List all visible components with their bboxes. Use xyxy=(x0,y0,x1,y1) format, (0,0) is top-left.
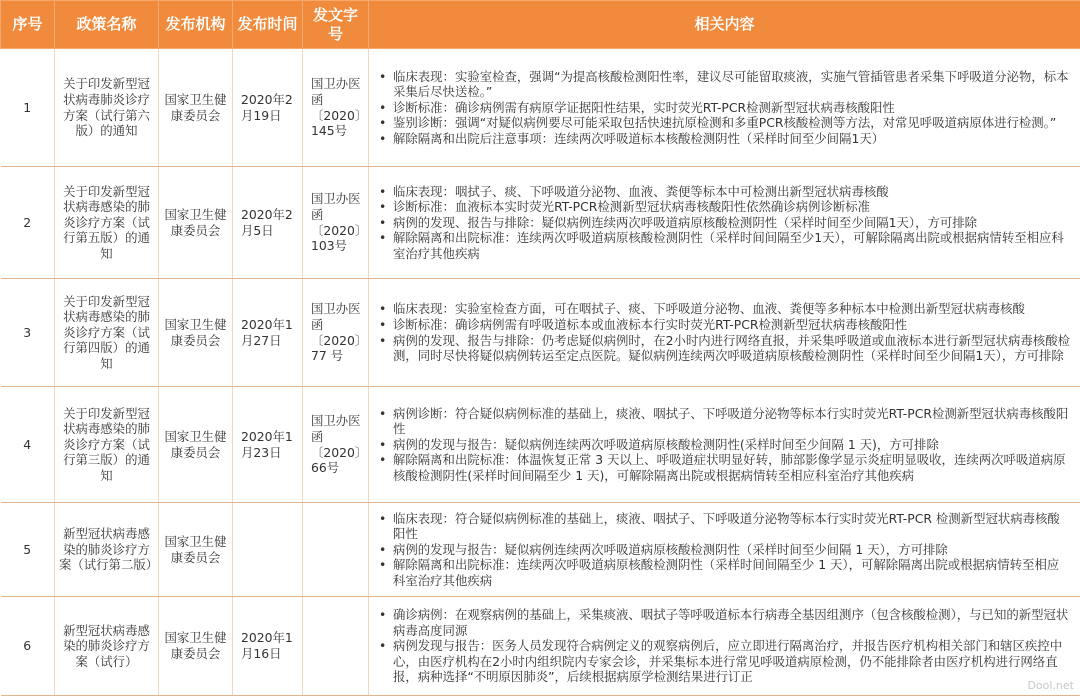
table-header-row xyxy=(1,1,1080,49)
related-content xyxy=(369,49,1080,167)
table-row xyxy=(1,597,1080,696)
list-item: • 临床表现：咽拭子、痰、下呼吸道分泌物、血液、粪便等标本中可检测出新型冠状病毒核酸 xyxy=(393,184,1071,200)
content-list xyxy=(375,184,1071,262)
publishing-org: 国家卫生健康委员会 xyxy=(159,597,233,696)
policy-name: 新型冠状病毒感染的肺炎诊疗方案（试行） xyxy=(55,597,159,696)
header-doc: 发文字号 xyxy=(303,1,369,49)
document-number xyxy=(303,597,369,696)
list-item: • 临床表现：实验室检查，强调“为提高核酸检测阳性率，建议尽可能留取痰液，实施气管插管患者采集下呼吸道分泌物，标本采集后尽快送检。” xyxy=(393,69,1071,100)
policy-name: 关于印发新型冠状病毒肺炎诊疗方案（试行第六版）的通知 xyxy=(55,49,159,167)
table-row xyxy=(1,167,1080,279)
row-number: 2 xyxy=(1,167,55,279)
content-list xyxy=(375,301,1071,363)
row-number: 6 xyxy=(1,597,55,696)
row-number: 1 xyxy=(1,49,55,167)
document-number: 国卫办医函〔2020〕103号 xyxy=(303,167,369,279)
list-item: • 病例的发现与报告：疑似病例连续两次呼吸道病原核酸检测阴性（采样时间至少间隔 1 天），方可排除 xyxy=(393,542,1071,558)
list-item: • 病例诊断：符合疑似病例标准的基础上，痰液、咽拭子、下呼吸道分泌物等标本行实时荧光RT-PCR检测新型冠状病毒核酸阳性 xyxy=(393,406,1071,437)
table-row xyxy=(1,279,1080,387)
publishing-org: 国家卫生健康委员会 xyxy=(159,49,233,167)
publishing-org: 国家卫生健康委员会 xyxy=(159,387,233,503)
table-row xyxy=(1,49,1080,167)
publishing-org: 国家卫生健康委员会 xyxy=(159,167,233,279)
publish-date: 2020年1月23日 xyxy=(233,387,303,503)
list-item: • 诊断标准：血液标本实时荧光RT-PCR检测新型冠状病毒核酸阳性依然确诊病例诊断标准 xyxy=(393,199,1071,215)
list-item: • 确诊病例：在观察病例的基础上，采集痰液、咽拭子等呼吸道标本行病毒全基因组测序（包含核酸检测），与已知的新型冠状病毒高度同源 xyxy=(393,607,1071,638)
content-list xyxy=(375,69,1071,147)
table-row xyxy=(1,387,1080,503)
header-name: 政策名称 xyxy=(55,1,159,49)
publishing-org: 国家卫生健康委员会 xyxy=(159,279,233,387)
list-item: • 临床表现：符合疑似病例标准的基础上，痰液、咽拭子、下呼吸道分泌物等标本行实时荧光RT-PCR 检测新型冠状病毒核酸阳性 xyxy=(393,511,1071,542)
list-item: • 临床表现：实验室检查方面，可在咽拭子、痰、下呼吸道分泌物、血液、粪便等多种标本中检测出新型冠状病毒核酸 xyxy=(393,301,1071,317)
content-list xyxy=(375,406,1071,484)
document-number: 国卫办医函〔2020〕145号 xyxy=(303,49,369,167)
publish-date: 2020年1月16日 xyxy=(233,597,303,696)
related-content xyxy=(369,167,1080,279)
policy-name: 新型冠状病毒感染的肺炎诊疗方案（试行第二版） xyxy=(55,503,159,597)
header-num: 序号 xyxy=(1,1,55,49)
list-item: • 病例发现与报告：医务人员发现符合病例定义的观察病例后，应立即进行隔离治疗，并报告医疗机构相关部门和辖区疾控中心，由医疗机构在2小时内组织院内专家会诊，并采集标本进行常见呼吸道病原检测，仍不能排除者由医疗机构进行网络直报，病种选择“不明原因肺炎”，后续根据病原学检测结果进行订正 xyxy=(393,638,1071,685)
watermark-text: Dool.net xyxy=(1027,679,1074,692)
publish-date: 2020年2月19日 xyxy=(233,49,303,167)
list-item: • 解除隔离和出院标准：体温恢复正常 3 天以上、呼吸道症状明显好转，肺部影像学显示炎症明显吸收，连续两次呼吸道病原核酸检测阴性(采样时间间隔至少 1 天)，可解除隔离出院或根据病情转至相应科室治疗其他疾病 xyxy=(393,452,1071,483)
list-item: • 病例的发现、报告与排除：仍考虑疑似病例时，在2小时内进行网络直报，并采集呼吸道或血液标本进行新型冠状病毒核酸检测，同时尽快将疑似病例转运至定点医院。疑似病例连续两次呼吸道病原核酸检测阴性（采样时间至少间隔1天），方可排除 xyxy=(393,333,1071,364)
list-item: • 病例的发现与报告：疑似病例连续两次呼吸道病原核酸检测阴性(采样时间至少间隔 1 天)，方可排除 xyxy=(393,437,1071,453)
content-list xyxy=(375,607,1071,685)
header-content: 相关内容 xyxy=(369,1,1080,49)
related-content xyxy=(369,279,1080,387)
publish-date: 2020年1月27日 xyxy=(233,279,303,387)
policy-name: 关于印发新型冠状病毒感染的肺炎诊疗方案（试行第五版）的通知 xyxy=(55,167,159,279)
policy-name: 关于印发新型冠状病毒感染的肺炎诊疗方案（试行第三版）的通知 xyxy=(55,387,159,503)
publish-date xyxy=(233,503,303,597)
list-item: • 诊断标准：确诊病例需有病原学证据阳性结果，实时荧光RT-PCR检测新型冠状病毒核酸阳性 xyxy=(393,100,1071,116)
related-content xyxy=(369,387,1080,503)
list-item: • 诊断标准：确诊病例需有呼吸道标本或血液标本行实时荧光RT-PCR检测新型冠状病毒核酸阳性 xyxy=(393,317,1071,333)
list-item: • 解除隔离和出院标准：连续两次呼吸道病原核酸检测阴性（采样时间间隔至少1天），可解除隔离出院或根据病情转至相应科室治疗其他疾病 xyxy=(393,230,1071,261)
table-row xyxy=(1,503,1080,597)
publishing-org: 国家卫生健康委员会 xyxy=(159,503,233,597)
publish-date: 2020年2月5日 xyxy=(233,167,303,279)
row-number: 5 xyxy=(1,503,55,597)
document-number: 国卫办医函〔2020〕77 号 xyxy=(303,279,369,387)
header-org: 发布机构 xyxy=(159,1,233,49)
policy-name: 关于印发新型冠状病毒感染的肺炎诊疗方案（试行第四版）的通知 xyxy=(55,279,159,387)
document-number xyxy=(303,503,369,597)
row-number: 3 xyxy=(1,279,55,387)
document-number: 国卫办医函〔2020〕66号 xyxy=(303,387,369,503)
row-number: 4 xyxy=(1,387,55,503)
content-list xyxy=(375,511,1071,589)
list-item: • 解除隔离和出院后注意事项：连续两次呼吸道标本核酸检测阴性（采样时间至少间隔1天） xyxy=(393,131,1071,147)
list-item: • 解除隔离和出院标准：连续两次呼吸道病原核酸检测阴性（采样时间间隔至少 1 天），可解除隔离出院或根据病情转至相应科室治疗其他疾病 xyxy=(393,557,1071,588)
list-item: • 鉴别诊断：强调“对疑似病例要尽可能采取包括快速抗原检测和多重PCR核酸检测等方法，对常见呼吸道病原体进行检测。” xyxy=(393,115,1071,131)
header-date: 发布时间 xyxy=(233,1,303,49)
related-content xyxy=(369,597,1080,696)
related-content xyxy=(369,503,1080,597)
list-item: • 病例的发现、报告与排除：疑似病例连续两次呼吸道病原核酸检测阴性（采样时间至少间隔1天），方可排除 xyxy=(393,215,1071,231)
